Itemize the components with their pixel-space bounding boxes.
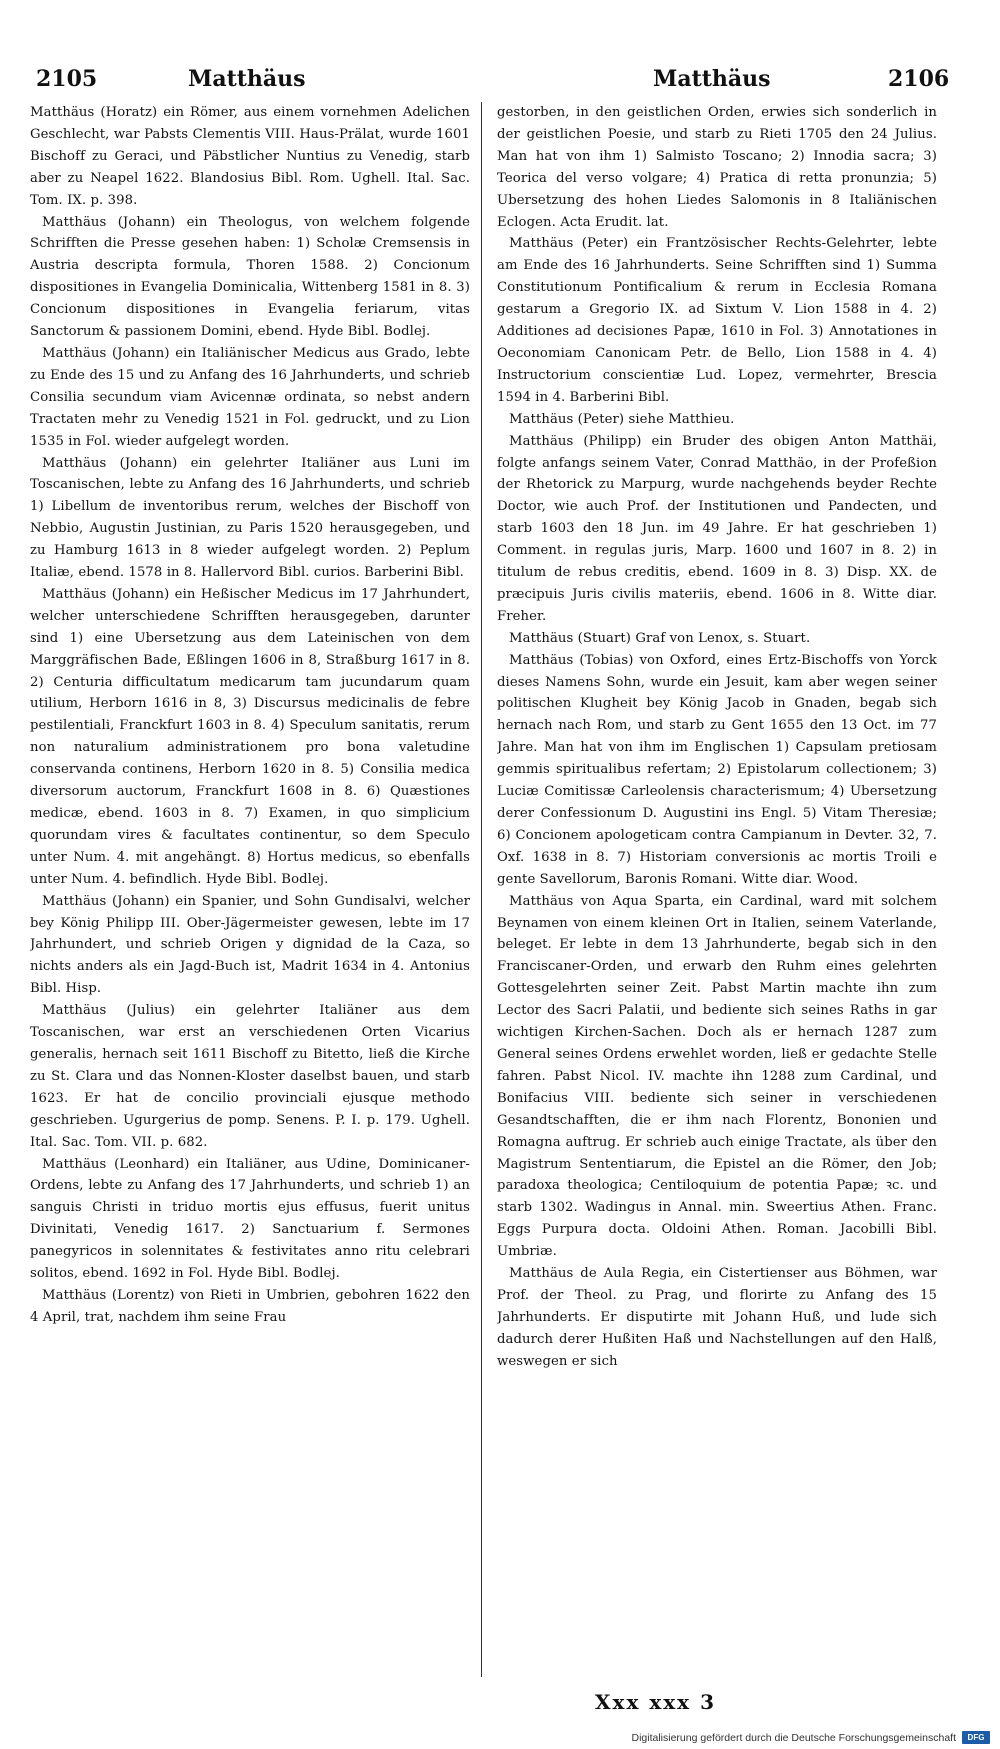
- entry-julius: Matthäus (Julius) ein gelehrter Italiäner aus dem Toscanischen, war erst an verschiedenen Orten Vicarius generalis, hernach seit 1611 Bischoff zu Bitetto, ließ die Kirche zu St. Clara und das Nonnen-Kloster daselbst bauen, und starb 1623. Er hat de concilio provinciali ejusque methodo geschrieben. Ugurgerius de pomp. Senens. P. I. p. 179. Ughell. Ital. Sac. Tom. VII. p. 682.: [30, 1003, 470, 1150]
- right-running-head: Matthäus: [653, 66, 771, 92]
- entry-philipp: Matthäus (Philipp) ein Bruder des obigen Anton Matthäi, folgte anfangs seinem Vater, Conrad Matthäo, in der Profeßion der Rhetorick zu Marpurg, wurde nachgehends beyder Rechte Doctor, wie auch Prof. der Institutionen und Pandecten, und starb 1603 den 18 Jun. im 49 Jahre. Er hat geschrieben 1) Comment. in regulas juris, Marp. 1600 und 1607 in 8. 2) in titulum de rebus creditis, ebend. 1609 in 8. 3) Disp. XX. de præcipuis Juris civilis materiis, ebend. 1606 in 8. Witte diar. Freher.: [497, 433, 937, 624]
- entry-johann-luni: Matthäus (Johann) ein gelehrter Italiäner aus Luni im Toscanischen, lebte zu Anfang des 16 Jahrhunderts, und schrieb 1) Libellum de inventoribus rerum, welches der Bischoff von Nebbio, Augustin Justinian, zu Paris 1520 herausgegeben, und zu Hamburg 1613 in 8 wieder aufgelegt worden. 2) Peplum Italiæ, ebend. 1578 in 8. Hallervord Bibl. curios. Barberini Bibl.: [30, 455, 470, 581]
- left-page-number: 2105: [36, 66, 98, 92]
- entry-johann-theologus: Matthäus (Johann) ein Theologus, von welchem folgende Schrifften die Presse gesehen haben: 1) Scholæ Cremsensis in Austria descripta formula, Thoren 1588. 2) Concionum dispositiones in Evangelia Dominicalia, Wittenberg 1581 in 8. 3) Concionum dispositiones in Evangelia feriarum, vitas Sanctorum & passionem Domini, ebend. Hyde Bibl. Bodlej.: [30, 214, 470, 340]
- entry-johann-grado: Matthäus (Johann) ein Italiänischer Medicus aus Grado, lebte zu Ende des 15 und zu Anfang des 16 Jahrhunderts, und schrieb Consilia secundum viam Avicennæ ordinata, so nebst andern Tractaten mehr zu Venedig 1521 in Fol. gedruckt, und zu Lion 1535 in Fol. wieder aufgelegt worden.: [30, 345, 470, 449]
- page-header: [28, 58, 968, 94]
- right-page-number: 2106: [888, 66, 950, 92]
- entry-peter-crossref: Matthäus (Peter) siehe Matthieu.: [509, 411, 735, 427]
- entry-johann-hessisch: Matthäus (Johann) ein Heßischer Medicus im 17 Jahrhundert, welcher unterschiedene Schrifften herausgegeben, darunter sind 1) eine Ubersetzung aus dem Lateinischen von dem Marggräfischen Bade, Eßlingen 1606 in 8, Straßburg 1617 in 8. 2) Centuria difficultatum medicarum tam jucundarum quam utilium, Herborn 1616 in 8, 3) Discursus medicinalis de febre pestilentiali, Franckfurt 1603 in 8. 4) Speculum sanitatis, rerum non naturalium administrationem pro bona valetudine conservanda continens, Herborn 1620 in 8. 5) Consilia medica diversorum auctorum, Franckfurt 1608 in 8. 6) Quæstiones medicæ, ebend. 1603 in 8. 7) Examen, in quo simplicium quorundam vires & facultates continentur, so dem Speculo unter Num. 4. mit angehängt. 8) Hortus medicus, so ebenfalls unter Num. 4. befindlich. Hyde Bibl. Bodlej.: [30, 586, 470, 887]
- entry-peter-rechtsgelehrter: Matthäus (Peter) ein Frantzösischer Rechts-Gelehrter, lebte am Ende des 16 Jahrhunderts. Seine Schrifften sind 1) Summa Constitutionum Pontificalium & rerum in Ecclesia Romana gestarum a Gregorio IX. ad Sixtum V. Lion 1588 in 4. 2) Additiones ad decisiones Papæ, 1610 in Fol. 3) Annotationes in Oeconomiam Canonicam Petr. de Bello, Lion 1588 in 4. 4) Instructorium conscientiæ Lud. Lopez, vermehrter, Brescia 1594 in 4. Barberini Bibl.: [497, 236, 937, 405]
- entry-aqua-sparta: Matthäus von Aqua Sparta, ein Cardinal, ward mit solchem Beynamen von einem kleinen Ort in Italien, seinem Vaterlande, beleget. Er lebte in dem 13 Jahrhunderte, begab sich in den Franciscaner-Orden, und erwarb den Ruhm eines gelehrten Gottesgelehrten seiner Zeit. Pabst Martin machte ihn zum Lector des Sacri Palatii, und bediente sich seines Raths in gar wichtigen Kirchen-Sachen. Doch als er hernach 1287 zum General seines Ordens erwehlet worden, ließ er gedachte Stelle fahren. Pabst Nicol. IV. machte ihn 1288 zum Cardinal, und Bonifacius VIII. bediente sich seiner in verschiedenen Gesandtschafften, die er ihm nach Florentz, Bononien und Romagna auftrug. Er schrieb auch einige Tractate, als über den Magistrum Sententiarum, die Epistel an die Römer, den Job; paradoxa theologica; Centiloquium de potentia Papæ; ꝛc. und starb 1302. Wadingus in Annal. min. Sweertius Athen. Franc. Eggs Purpura docta. Oldoini Athen. Roman. Jacobilli Bibl. Umbriæ.: [497, 893, 937, 1260]
- entry-johann-spanier: Matthäus (Johann) ein Spanier, und Sohn Gundisalvi, welcher bey König Philipp III. Ober-Jägermeister gewesen, lebte im 17 Jahrhundert, und schrieb Origen y dignidad de la Caza, so nichts anders als ein Jagd-Buch ist, Madrit 1634 in 4. Antonius Bibl. Hisp.: [30, 893, 470, 997]
- entry-horatz: Matthäus (Horatz) ein Römer, aus einem vornehmen Adelichen Geschlecht, war Pabsts Clementis VIII. Haus-Prälat, wurde 1601 Bischoff zu Geraci, und Päbstlicher Nuntius zu Venedig, starb aber zu Neapel 1622. Blandosius Bibl. Rom. Ughell. Ital. Sac. Tom. IX. p. 398.: [30, 105, 470, 208]
- dfg-logo: DFG: [962, 1731, 990, 1744]
- signature-mark: Xxx xxx 3: [595, 1690, 716, 1714]
- entry-lorentz-continued: gestorben, in den geistlichen Orden, erwies sich sonderlich in der geistlichen Poesie, und starb zu Rieti 1705 den 24 Julius. Man hat von ihm 1) Salmisto Toscano; 2) Innodia sacra; 3) Teorica del verso volgare; 4) Pratica di retta pronunzia; 5) Ubersetzung des hohen Liedes Salomonis in 8 Italiänischen Eclogen. Acta Erudit. lat.: [497, 105, 937, 230]
- entry-stuart: Matthäus (Stuart) Graf von Lenox, s. Stuart.: [509, 630, 811, 646]
- right-column: [497, 102, 937, 1677]
- entry-lorentz: Matthäus (Lorentz) von Rieti in Umbrien, gebohren 1622 den 4 April, trat, nachdem ihm seine Frau: [30, 1287, 470, 1325]
- entry-aula-regia: Matthäus de Aula Regia, ein Cistertienser aus Böhmen, war Prof. der Theol. zu Prag, und florirte zu Anfang des 15 Jahrhunderts. Er disputirte mit Johann Huß, und lude sich dadurch derer Hußiten Haß und Nachstellungen auf den Halß, weswegen er sich: [497, 1266, 937, 1369]
- digitization-footer: [0, 1728, 1000, 1749]
- column-divider: [481, 102, 482, 1677]
- entry-tobias: Matthäus (Tobias) von Oxford, eines Ertz-Bischoffs von Yorck dieses Namens Sohn, wurde ein Jesuit, kam aber wegen seiner politischen Klugheit bey König Jacob in Gnaden, begab sich hernach nach Rom, und starb zu Gent 1655 den 13 Oct. im 77 Jahre. Man hat von ihm im Englischen 1) Capsulam pretiosam gemmis spiritualibus refertam; 2) Epistolarum collectionem; 3) Luciæ Comitissæ Carleolensis characterismum; 4) Ubersetzung derer Confessionum D. Augustini ins Engl. 5) Vitam Theresiæ; 6) Concionem apologeticam contra Campianum in Devter. 32, 7. Oxf. 1638 in 8. 7) Historiam conversionis ac mortis Troili e gente Savellorum, Baronis Romani. Witte diar. Wood.: [497, 652, 937, 887]
- footer-credit: Digitalisierung gefördert durch die Deutsche Forschungsgemeinschaft: [631, 1732, 956, 1744]
- entry-leonhard: Matthäus (Leonhard) ein Italiäner, aus Udine, Dominicaner-Ordens, lebte zu Anfang des 17 Jahrhunderts, und schrieb 1) an sanguis Christi in triduo mortis ejus effusus, fuerit unitus Divinitati, Venedig 1617. 2) Sanctuarium f. Sermones panegyricos in solennitates & festivitates anno ritu celebrari solitos, ebend. 1692 in Fol. Hyde Bibl. Bodlej.: [30, 1156, 470, 1282]
- left-running-head: Matthäus: [188, 66, 306, 92]
- left-column: [30, 102, 470, 1677]
